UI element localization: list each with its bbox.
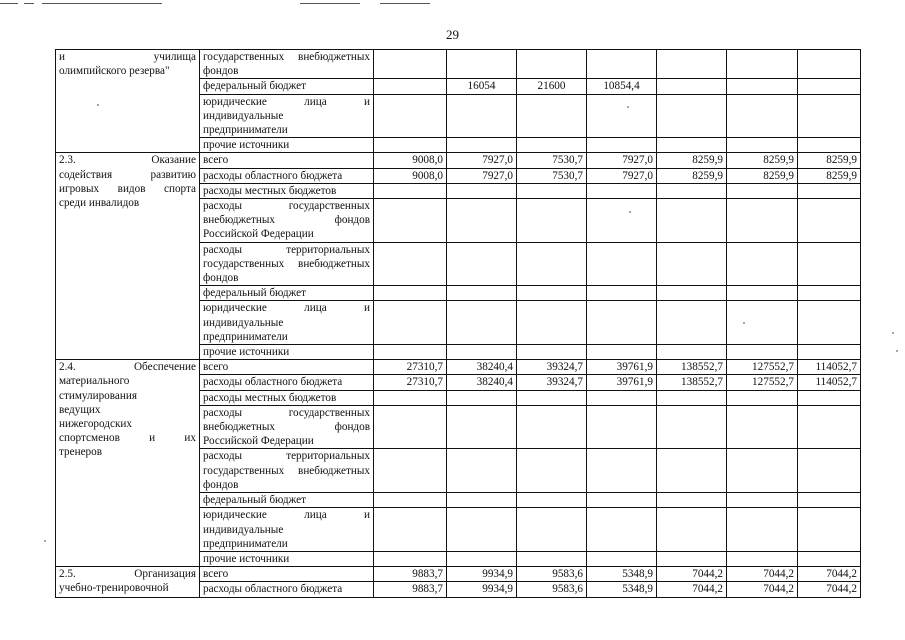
value-cell: [517, 183, 587, 198]
value-cell: [798, 390, 861, 405]
source-cell: [200, 153, 374, 168]
value-cell: [517, 405, 587, 449]
source-cell: [200, 138, 374, 153]
scan-speck: [892, 332, 894, 334]
value-cell: 7044,2: [657, 582, 727, 597]
value-cell: [798, 301, 861, 345]
value-cell: 38240,4: [447, 375, 517, 390]
value-cell: [447, 183, 517, 198]
value-cell: [657, 493, 727, 508]
source-label: расходы территориальных государственных внебюджетных фондов: [203, 450, 370, 491]
source-label: расходы местных бюджетов: [203, 391, 337, 404]
value-cell: [517, 94, 587, 138]
value-cell: [517, 199, 587, 243]
source-label: расходы областного бюджета: [203, 583, 343, 596]
value-cell: [657, 551, 727, 566]
source-cell: [200, 405, 374, 449]
section-title-line: тренеров: [59, 446, 103, 459]
source-label: федеральный бюджет: [203, 80, 306, 93]
value-cell: 39324,7: [517, 360, 587, 375]
value-cell: [587, 242, 657, 286]
value-cell: 9934,9: [447, 582, 517, 597]
page-number: 29: [446, 27, 459, 42]
source-label: всего: [203, 568, 229, 581]
value-cell: 114052,7: [798, 375, 861, 390]
value-cell: [727, 508, 798, 552]
value-cell: 127552,7: [727, 360, 798, 375]
value-cell: 7927,0: [587, 168, 657, 183]
value-cell: [447, 493, 517, 508]
value-cell: [798, 493, 861, 508]
section-title-line: и училища: [59, 51, 196, 63]
value-cell: 8259,9: [798, 168, 861, 183]
value-cell: 7927,0: [587, 153, 657, 168]
value-cell: [587, 199, 657, 243]
value-cell: 7044,2: [727, 582, 798, 597]
value-cell: [798, 405, 861, 449]
value-cell: [447, 242, 517, 286]
source-label: всего: [203, 361, 229, 374]
value-cell: 7044,2: [798, 567, 861, 582]
value-cell: [798, 449, 861, 493]
section-title-line: 2.4. Обеспечение: [59, 361, 196, 374]
section-title-line: материального: [59, 375, 130, 388]
value-cell: 39761,9: [587, 360, 657, 375]
value-cell: [374, 286, 447, 301]
value-cell: [727, 449, 798, 493]
source-cell: [200, 582, 374, 597]
scan-speck: [896, 350, 898, 352]
section-title-line: учебно-тренировочной: [59, 582, 169, 595]
source-cell: [200, 390, 374, 405]
value-cell: 9883,7: [374, 582, 447, 597]
source-label: юридические лица и индивидуальные предприниматели: [203, 509, 370, 550]
source-cell: [200, 567, 374, 582]
source-cell: [200, 360, 374, 375]
value-cell: [657, 286, 727, 301]
value-cell: [447, 50, 517, 79]
source-cell: [200, 50, 374, 79]
source-label: федеральный бюджет: [203, 494, 306, 507]
section-title-line: стимулирования: [59, 389, 138, 402]
value-cell: [447, 286, 517, 301]
value-cell: [798, 199, 861, 243]
value-cell: 138552,7: [657, 375, 727, 390]
value-cell: [727, 50, 798, 79]
value-cell: [657, 405, 727, 449]
source-cell: [200, 242, 374, 286]
value-cell: [587, 405, 657, 449]
source-label: юридические лица и индивидуальные предприниматели: [203, 302, 370, 343]
value-cell: [374, 345, 447, 360]
value-cell: [587, 50, 657, 79]
value-cell: [517, 286, 587, 301]
value-cell: [447, 508, 517, 552]
source-cell: [200, 551, 374, 566]
source-cell: [200, 375, 374, 390]
section-title: [56, 153, 200, 360]
value-cell: 7530,7: [517, 168, 587, 183]
value-cell: [517, 50, 587, 79]
value-cell: [374, 79, 447, 94]
value-cell: 39761,9: [587, 375, 657, 390]
value-cell: 7044,2: [727, 567, 798, 582]
scan-speck: [627, 106, 629, 108]
table-row: [56, 50, 861, 79]
value-cell: [374, 94, 447, 138]
value-cell: [727, 405, 798, 449]
value-cell: [447, 390, 517, 405]
section-title-line: 2.5. Организация: [59, 568, 196, 581]
value-cell: 8259,9: [657, 153, 727, 168]
value-cell: 9008,0: [374, 153, 447, 168]
value-cell: [447, 138, 517, 153]
value-cell: [657, 199, 727, 243]
source-cell: [200, 199, 374, 243]
value-cell: [517, 242, 587, 286]
value-cell: [657, 79, 727, 94]
value-cell: [727, 138, 798, 153]
value-cell: [517, 508, 587, 552]
source-cell: [200, 168, 374, 183]
value-cell: [727, 286, 798, 301]
value-cell: [727, 199, 798, 243]
value-cell: [727, 94, 798, 138]
section-title-line: нижегородских: [59, 418, 132, 431]
value-cell: 16054: [447, 79, 517, 94]
value-cell: [517, 493, 587, 508]
value-cell: [798, 286, 861, 301]
source-label: юридические лица и индивидуальные предприниматели: [203, 95, 370, 137]
value-cell: [657, 301, 727, 345]
table-row: [56, 153, 861, 168]
value-cell: [727, 551, 798, 566]
value-cell: [587, 138, 657, 153]
value-cell: [727, 242, 798, 286]
value-cell: [587, 449, 657, 493]
value-cell: [517, 390, 587, 405]
value-cell: [657, 390, 727, 405]
value-cell: [447, 199, 517, 243]
section-title: [56, 50, 200, 153]
value-cell: [798, 79, 861, 94]
value-cell: 8259,9: [727, 168, 798, 183]
section-title: [56, 360, 200, 567]
value-cell: [587, 286, 657, 301]
value-cell: [798, 50, 861, 79]
value-cell: [657, 345, 727, 360]
source-label: расходы местных бюджетов: [203, 184, 337, 197]
value-cell: [374, 199, 447, 243]
source-label: прочие источники: [203, 552, 290, 565]
value-cell: 38240,4: [447, 360, 517, 375]
source-label: расходы государственных внебюджетных фондов Российской Федерации: [203, 200, 370, 241]
value-cell: [374, 493, 447, 508]
value-cell: [374, 508, 447, 552]
value-cell: 9934,9: [447, 567, 517, 582]
value-cell: [374, 390, 447, 405]
source-cell: [200, 94, 374, 138]
value-cell: 21600: [517, 79, 587, 94]
scan-speck: [743, 322, 745, 324]
budget-table: [55, 49, 861, 598]
value-cell: [657, 183, 727, 198]
value-cell: [374, 183, 447, 198]
value-cell: 8259,9: [657, 168, 727, 183]
value-cell: [587, 301, 657, 345]
value-cell: [517, 301, 587, 345]
table-row: [56, 360, 861, 375]
value-cell: 27310,7: [374, 375, 447, 390]
source-cell: [200, 79, 374, 94]
value-cell: 8259,9: [727, 153, 798, 168]
value-cell: [517, 449, 587, 493]
source-label: расходы областного бюджета: [203, 169, 343, 182]
source-cell: [200, 493, 374, 508]
value-cell: [374, 551, 447, 566]
value-cell: [587, 94, 657, 138]
value-cell: [587, 551, 657, 566]
value-cell: [727, 493, 798, 508]
value-cell: [374, 138, 447, 153]
source-label: государственных внебюджетных фондов: [203, 51, 370, 78]
value-cell: [657, 94, 727, 138]
value-cell: [657, 138, 727, 153]
value-cell: 8259,9: [798, 153, 861, 168]
value-cell: [657, 449, 727, 493]
source-label: федеральный бюджет: [203, 287, 306, 300]
value-cell: [447, 449, 517, 493]
value-cell: [798, 242, 861, 286]
value-cell: [517, 138, 587, 153]
scan-speck: [97, 104, 99, 106]
value-cell: 39324,7: [517, 375, 587, 390]
value-cell: [374, 405, 447, 449]
value-cell: [798, 183, 861, 198]
source-label: всего: [203, 154, 229, 167]
section-title-line: 2.3. Оказание: [59, 154, 196, 167]
value-cell: [798, 345, 861, 360]
value-cell: [727, 79, 798, 94]
value-cell: [657, 50, 727, 79]
section-title-line: олимпийского резерва": [59, 65, 170, 78]
value-cell: [447, 405, 517, 449]
source-cell: [200, 183, 374, 198]
value-cell: [798, 508, 861, 552]
source-label: расходы областного бюджета: [203, 376, 343, 389]
value-cell: 9883,7: [374, 567, 447, 582]
value-cell: 5348,9: [587, 582, 657, 597]
value-cell: [517, 345, 587, 360]
value-cell: 9583,6: [517, 582, 587, 597]
value-cell: 9583,6: [517, 567, 587, 582]
scan-speck: [44, 540, 46, 542]
value-cell: [798, 551, 861, 566]
source-label: расходы государственных внебюджетных фондов Российской Федерации: [203, 406, 370, 448]
value-cell: 138552,7: [657, 360, 727, 375]
value-cell: [727, 301, 798, 345]
value-cell: [374, 449, 447, 493]
scan-speck: [629, 211, 631, 213]
source-cell: [200, 301, 374, 345]
value-cell: [587, 183, 657, 198]
section-title-line: среди инвалидов: [59, 197, 140, 210]
value-cell: 9008,0: [374, 168, 447, 183]
source-cell: [200, 508, 374, 552]
value-cell: [374, 301, 447, 345]
section-title: [56, 567, 200, 597]
value-cell: [447, 551, 517, 566]
value-cell: [798, 94, 861, 138]
section-title-line: содействия развитию: [59, 168, 196, 181]
value-cell: 114052,7: [798, 360, 861, 375]
source-cell: [200, 286, 374, 301]
source-label: прочие источники: [203, 139, 290, 152]
source-cell: [200, 449, 374, 493]
value-cell: 127552,7: [727, 375, 798, 390]
value-cell: 7530,7: [517, 153, 587, 168]
value-cell: [587, 493, 657, 508]
value-cell: 7927,0: [447, 153, 517, 168]
value-cell: [374, 50, 447, 79]
section-title-line: игровых видов спорта: [59, 182, 196, 195]
value-cell: 7044,2: [798, 582, 861, 597]
value-cell: [374, 242, 447, 286]
value-cell: 10854,4: [587, 79, 657, 94]
value-cell: [657, 242, 727, 286]
value-cell: [727, 183, 798, 198]
source-cell: [200, 345, 374, 360]
value-cell: 7044,2: [657, 567, 727, 582]
value-cell: [447, 301, 517, 345]
value-cell: [447, 94, 517, 138]
value-cell: [587, 390, 657, 405]
value-cell: [587, 345, 657, 360]
section-title-line: ведущих: [59, 403, 101, 416]
source-label: расходы территориальных государственных внебюджетных фондов: [203, 243, 370, 285]
value-cell: [447, 345, 517, 360]
value-cell: [517, 551, 587, 566]
table-row: [56, 567, 861, 582]
value-cell: [657, 508, 727, 552]
value-cell: [727, 345, 798, 360]
section-title-line: спортсменов и их: [59, 432, 196, 445]
source-label: прочие источники: [203, 346, 290, 359]
value-cell: [727, 390, 798, 405]
value-cell: [587, 508, 657, 552]
value-cell: 27310,7: [374, 360, 447, 375]
value-cell: [798, 138, 861, 153]
value-cell: 5348,9: [587, 567, 657, 582]
value-cell: 7927,0: [447, 168, 517, 183]
